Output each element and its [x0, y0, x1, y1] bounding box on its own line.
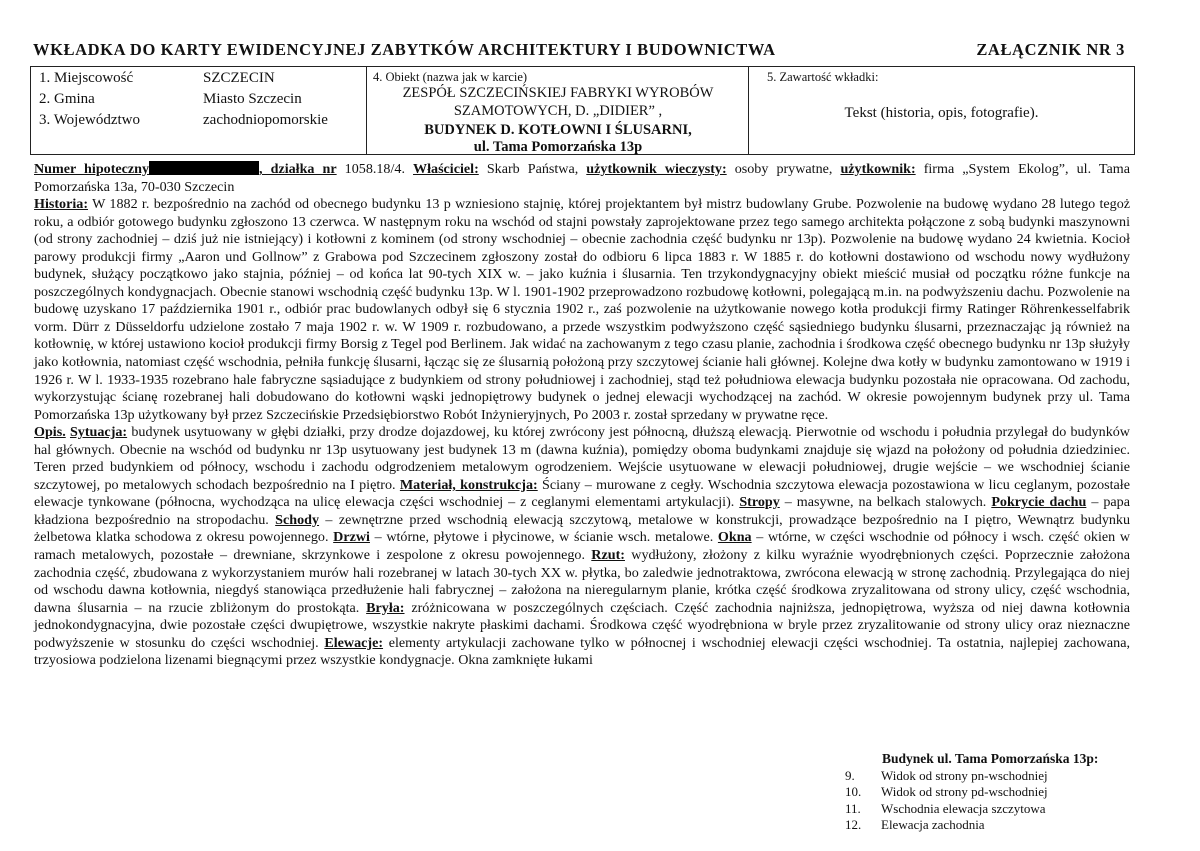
caption-number: 11. [845, 800, 861, 816]
stairs-label: Schody [275, 511, 320, 528]
caption-text: Widok od strony pd-wschodniej [881, 784, 1048, 799]
caption-number: 12. [845, 817, 862, 832]
plan-text: wydłużony, złożony z kilku wyraźnie wyodrębnionych części. Poprzecznie założona zachodnia część, zbudowana z wykorzystaniem murów hali rozebranej w latach 30-tych XX w. płytka, bo zaledwie jednotraktowa, zwrócona elewacją w stronę zachodnią. Przylegająca do niej od wschodu dawna kotłownia, niegdyś stanowiąca przedłużenie hali fabrycznej – założona na nieregularnym planie, krótka część środkowa zryzalitowana od strony ulicy, część wschodnia, dawna ślusarnia – na rzucie zbliżonym do prostokąta. [34, 547, 1130, 616]
caption-number: 9. [845, 767, 855, 783]
windows-label: Okna [717, 529, 752, 546]
mortgage-number-label: Numer hipoteczny [34, 161, 150, 177]
plot-number: 1058.18/4. [336, 161, 414, 177]
roofing-text: – papa kładziona bezpośrednio na stropodachu. [34, 494, 1130, 528]
owner-label: Właściciel: [413, 161, 479, 177]
metadata-table [30, 66, 1135, 155]
caption-number: 10. [845, 784, 862, 799]
caption-item [845, 801, 1145, 818]
photo-captions [845, 751, 1145, 834]
object-name-line-2: SZAMOTOWYCH, D. „DIDIER” , [453, 103, 663, 119]
history-text: W 1882 r. bezpośrednio na zachód od obecnego budynku 13 p wzniesiono stajnię, której projektantem był mistrz budowlany Grube. Pozwolenie na budowę wydano 28 lutego tegoż roku, a odbiór gotowego budynku zgłoszono 13 czerwca. W następnym roku na wschód od stajni powstały zaprojektowane przez tego samego architekta połączone z sobą budynki maszynowni (od strony zachodniej – dziś już nie istniejący) i kotłowni z kominem (od strony wschodniej – obecnie zachodnia część budynku nr 13p). Pozwolenie na budowę wydano 24 kwietnia. Kocioł parowy produkcji firmy „Aaron und Gollnow” z Grabowa pod Szczecinem zgłoszony został do odbioru 6 lipca 1883 r. W 1885 r. do kotłowni dostawiono od wschodu nowy wydłużony budynek, służący początkowo jako stajnia, później – od końca lat 90-tych XIX w. – jako kuźnia i ślusarnia. Ten trzykondygnacyjny obiekt mieścić musiał od początku różne funkcje na poszczególnych kondygnacjach. Obecnie stanowi wschodnią część budynku 13p. W l. 1901-1902 przeprowadzono rozbudowę kotłowni, polegającą m.in. na podwyższeniu dachu. Pozwolenie na budowę uzyskano 17 października 1901 r., odbiór prac budowlanych odbył się 6 stycznia 1902 r., zaś pozwolenie na użytkowanie nowego kotła produkcji firmy Ratinger Röhrenkesselfabrik vorm. Dürr z Düsseldorfu udzielone zostało 7 maja 1902 r. w. W 1909 r. rozbudowano, a przede wszystkim podwyższono część sąsiedniego budynku ślusarni, przeznaczając ją również na kotłownię, w której ustawiono kocioł produkcji firmy Borsig z Tegel pod Berlinem. Jak widać na zachowanym z tego czasu planie, zachodnia i środkowa część obecnego budynku nr 13p służyły jako kotłownia, natomiast część wschodnia, pełniła funkcję ślusarni, łącząc się ze ślusarnią położoną przy szczytowej ścianie hali głównej. Kolejne dwa kotły w budynku zamontowano w 1919 i 1926 r. W l. 1933-1935 rozebrano hale fabryczne sąsiadujące z budynkiem od strony południowej i zachodniej, stąd też południowa elewacja budynku pozostała nie opracowana. Od zachodu, wykorzystując ścianę rozebranej hali dobudowano do kotłowni wąski jednopiętrowy budynek o jednej elewacji wychodzącej na zachód. W okresie powojennym budynek przy ul. Tama Pomorzańska 13p użytkowany był przez Szczecińskie Przedsiębiorstwo Robót Inżynieryjnych, Po 2003 r. został sprzedany w prywatne ręce. [34, 196, 1130, 423]
object-name-line-3: BUDYNEK D. KOTŁOWNI I ŚLUSARNI, [424, 122, 692, 138]
caption-text: Wschodnia elewacja szczytowa [881, 800, 1046, 816]
location-label-3: 3. Województwo [39, 112, 141, 128]
captions-title: Budynek ul. Tama Pomorzańska 13p: [882, 751, 1099, 766]
location-cell [31, 67, 366, 154]
object-label: 4. Obiekt (nazwa jak w karcie) [373, 70, 528, 84]
perpetual-user-label: użytkownik wieczysty: [586, 161, 727, 177]
roofing-label: Pokrycie dachu [991, 494, 1087, 511]
description-paragraph [34, 424, 1130, 670]
object-address: ul. Tama Pomorzańska 13p [473, 139, 643, 155]
elevations-text: elementy artykulacji zachowane tylko w północnej i wschodniej elewacji części wschodniej. Ta ostatnia, najlepiej zachowana, trzyosiowa podzielona lizenami biegnącymi przez wszystkie kondygnacje. Okna zamknięte łukami [34, 634, 1130, 669]
plot-label: , działka nr [259, 161, 337, 177]
annex-number: ZAŁĄCZNIK NR 3 [976, 40, 1125, 59]
object-cell [366, 67, 749, 154]
user-label: użytkownik: [840, 161, 916, 177]
document-body [34, 161, 1130, 670]
windows-text: – wtórne, w części wschodnie od północy i wsch. część okien w ramach metalowych, pozostałe – drewniane, skrzynkowe i zespolone z okresu powojennego. [34, 529, 1130, 564]
contents-value: Tekst (historia, opis, fotografie). [844, 105, 1039, 121]
doors-label: Drzwi [333, 529, 370, 546]
contents-cell [748, 67, 1134, 154]
material-text: Ściany – murowane z cegły. Wschodnia szczytowa elewacja pozostawiona w licu ceglanym, pozostałe elewacje tynkowane (północna, wychodząca na ulicę elewacja części wschodniej – z ceglanymi elementami artykulacji). [34, 476, 1130, 511]
caption-item [845, 784, 1145, 801]
situation-label: Sytuacja: [69, 424, 128, 441]
caption-text: Elewacja zachodnia [881, 817, 985, 832]
caption-item [845, 768, 1145, 785]
caption-item [845, 817, 1145, 834]
caption-text: Widok od strony pn-wschodniej [881, 767, 1048, 783]
ownership-paragraph [34, 161, 1130, 196]
location-value-1: SZCZECIN [203, 70, 275, 86]
massing-label: Bryła: [366, 599, 405, 616]
user-value: firma „System Ekolog”, ul. Tama Pomorzańska 13a, 70-030 Szczecin [34, 161, 1130, 195]
elevations-label: Elewacje: [324, 634, 384, 651]
history-label: Historia: [34, 196, 89, 213]
ceilings-text: – masywne, na belkach stalowych. [779, 494, 992, 511]
owner-value: Skarb Państwa, [478, 161, 587, 177]
location-label-1: 1. Miejscowość [39, 70, 134, 86]
redacted-mortgage-number [149, 161, 259, 175]
document-title: WKŁADKA DO KARTY EWIDENCYJNEJ ZABYTKÓW ARCHITEKTURY I BUDOWNICTWA [33, 40, 776, 59]
plan-label: Rzut: [591, 547, 625, 564]
situation-text: budynek usytuowany w głębi działki, przy drodze dojazdowej, ku której zwrócony jest północną, dłuższą elewacją. Pierwotnie od wschodu i południa przylegał do budynków hal głównych. Obecnie na wschód od budynku nr 13p usytuowany jest budynek 13 m (dawna kuźnia), pomiędzy oboma budynkami znajduje się wjazd na położony od południa dziedziniec. Teren przed budynkiem od północy, wschodu i zachodu odgrodzeniem metalowym ogrodzeniem. Wejście usytuowane w elewacji południowej, drugie wejście – we wschodniej ścianie szczytowej, po metalowych schodach bezpośrednio na I piętro. [34, 424, 1130, 493]
perpetual-user-value: osoby prywatne, [726, 161, 841, 177]
massing-text: zróżnicowana w poszczególnych częściach. Część zachodnia najniższa, jednopiętrowa, wyższa od niej dawna kotłownia jednokondygnacyjna, dwie pozostałe części dwupiętrowe, wszystkie nakryte płaskimi dachami. Środkowa część wyodrębniona w bryle przez zryzalitowanie od strony ulicy oraz nieznaczne podwyższenie w stosunku do części wschodniej. [34, 599, 1130, 651]
description-label: Opis. [34, 424, 66, 441]
doors-text: – wtórne, płytowe i płycinowe, w ścianie wsch. metalowe. [369, 529, 718, 546]
location-value-3: zachodniopomorskie [203, 112, 328, 128]
location-label-2: 2. Gmina [39, 91, 95, 107]
location-value-2: Miasto Szczecin [203, 91, 302, 107]
material-label: Materiał, konstrukcja: [399, 476, 538, 493]
history-paragraph [34, 196, 1130, 424]
stairs-text: – zewnętrzne przed wschodnią elewacją szczytową, metalowe w konstrukcji, prowadzące bezpośrednio na I piętro, Wewnątrz budynku żelbetowa klatka schodowa z okresu powojennego. [34, 511, 1131, 546]
contents-label: 5. Zawartość wkładki: [767, 70, 879, 84]
ceilings-label: Stropy [739, 494, 780, 511]
object-name-line-1: ZESPÓŁ SZCZECIŃSKIEJ FABRYKI WYROBÓW [402, 85, 714, 101]
